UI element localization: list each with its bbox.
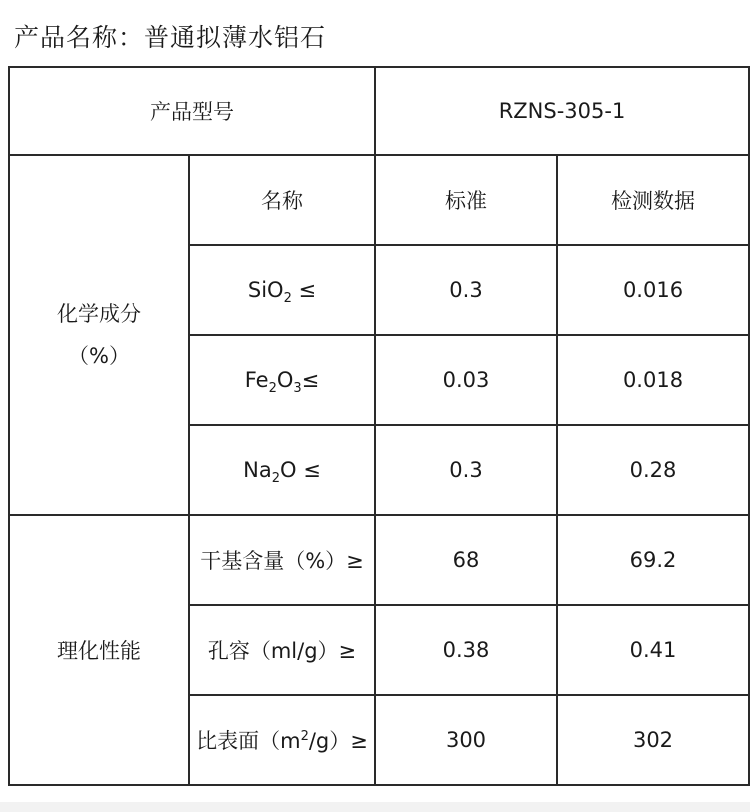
formula-subscript: 3: [293, 381, 302, 396]
row-name-na2o: [189, 425, 375, 515]
model-value: RZNS-305-1: [375, 67, 749, 155]
formula-base: Na: [243, 458, 272, 482]
name-superscript: 2: [300, 729, 309, 744]
row-name-surface-area: [189, 695, 375, 785]
chemical-category-unit: （%）: [68, 344, 130, 368]
name-part: 比表面（m: [196, 729, 301, 753]
chemical-category-cell: [9, 155, 189, 515]
row-name-pore-volume: 孔容（ml/g）≥: [189, 605, 375, 695]
row-standard: 0.38: [375, 605, 557, 695]
row-standard: 300: [375, 695, 557, 785]
row-detected: 0.28: [557, 425, 749, 515]
column-header-name: 名称: [189, 155, 375, 245]
row-standard: 0.03: [375, 335, 557, 425]
formula-subscript: 2: [283, 291, 292, 306]
spec-table: [8, 66, 750, 786]
formula-subscript: 2: [268, 381, 277, 396]
row-standard: 0.3: [375, 425, 557, 515]
formula-part: O: [276, 368, 294, 392]
formula-base: Fe: [244, 368, 269, 392]
row-detected: 0.016: [557, 245, 749, 335]
row-name-fe2o3: [189, 335, 375, 425]
formula-base: SiO: [247, 278, 284, 302]
row-standard: 68: [375, 515, 557, 605]
product-name-title: 产品名称：普通拟薄水铝石: [14, 23, 327, 52]
row-detected: 302: [557, 695, 749, 785]
row-name-sio2: [189, 245, 375, 335]
formula-part: O: [280, 458, 297, 482]
bottom-margin: [0, 802, 750, 812]
row-standard: 0.3: [375, 245, 557, 335]
row-detected: 69.2: [557, 515, 749, 605]
row-detected: 0.018: [557, 335, 749, 425]
table-row: [9, 515, 749, 605]
model-row: [9, 67, 749, 155]
physical-category-cell: 理化性能: [9, 515, 189, 785]
row-detected: 0.41: [557, 605, 749, 695]
name-part: /g）≥: [308, 729, 368, 753]
formula-operator: ≤: [291, 278, 317, 302]
row-name-dry-content: 干基含量（%）≥: [189, 515, 375, 605]
formula-operator: ≤: [301, 368, 320, 392]
formula-operator: ≤: [296, 458, 321, 482]
column-header-standard: 标准: [375, 155, 557, 245]
table-row: [9, 155, 749, 245]
model-label: 产品型号: [9, 67, 375, 155]
chemical-category-label: 化学成分: [57, 302, 141, 326]
formula-subscript: 2: [271, 471, 281, 486]
column-header-detected: 检测数据: [557, 155, 749, 245]
